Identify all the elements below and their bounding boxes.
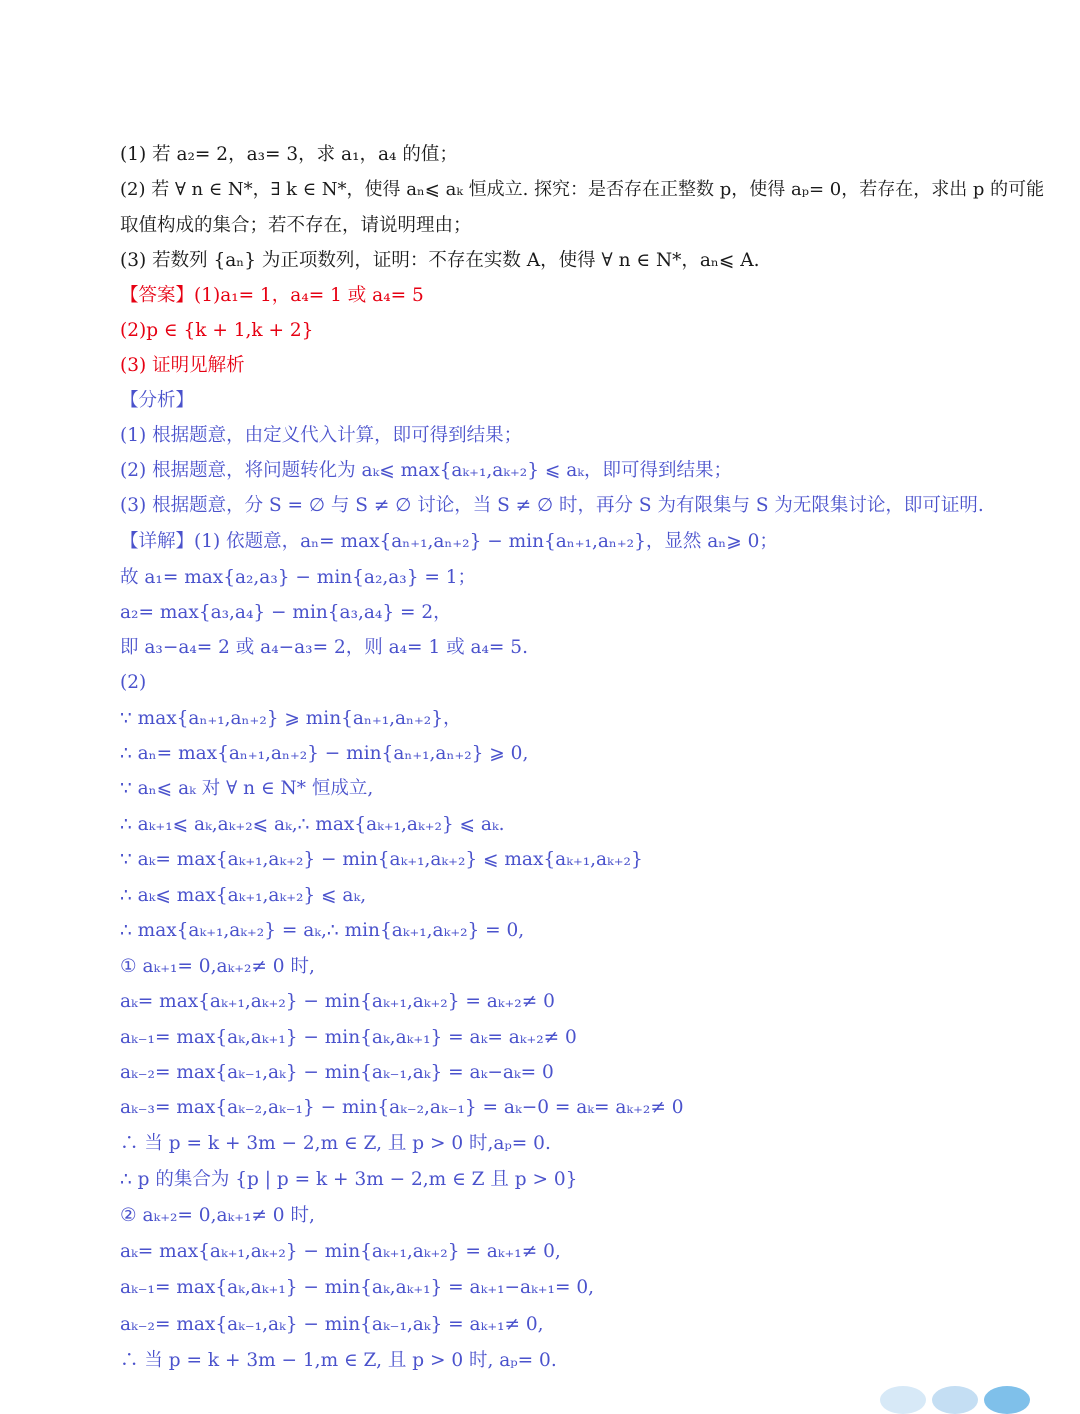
analysis-heading: 【分析】 [120,390,195,411]
answer-line3: (3) 证明见解析 [120,355,245,376]
solution-line: ① aₖ₊₁= 0,aₖ₊₂≠ 0 时, [120,956,315,977]
solution-line: aₖ= max{aₖ₊₁,aₖ₊₂} − min{aₖ₊₁,aₖ₊₂} = aₖ₊₁≠ 0, [120,1241,561,1262]
solution-line: ∵ aₖ= max{aₖ₊₁,aₖ₊₂} − min{aₖ₊₁,aₖ₊₂} ⩽ max{aₖ₊₁,aₖ₊₂} [120,849,643,870]
question-part1: (1) 若 a₂= 2，a₃= 3，求 a₁，a₄ 的值； [120,144,458,165]
solution-line: aₖ₋₃= max{aₖ₋₂,aₖ₋₁} − min{aₖ₋₂,aₖ₋₁} = aₖ−0 = aₖ= aₖ₊₂≠ 0 [120,1097,684,1118]
analysis-line3: (3) 根据题意，分 S = ∅ 与 S ≠ ∅ 讨论，当 S ≠ ∅ 时，再分 S 为有限集与 S 为无限集讨论，即可证明. [120,495,984,516]
corner-decoration [880,1386,926,1414]
question-part2-line1: (2) 若 ∀ n ∈ N*，∃ k ∈ N*，使得 aₙ⩽ aₖ 恒成立. 探究：是否存在正整数 p，使得 aₚ= 0，若存在，求出 p 的可能 [120,179,1045,200]
solution-line: aₖ₋₂= max{aₖ₋₁,aₖ} − min{aₖ₋₁,aₖ} = aₖ₊₁≠ 0, [120,1314,544,1335]
solution-line: aₖ₋₁= max{aₖ,aₖ₊₁} − min{aₖ,aₖ₊₁} = aₖ= aₖ₊₂≠ 0 [120,1027,577,1048]
answer-line1: 【答案】(1)a₁= 1，a₄= 1 或 a₄= 5 [120,285,424,306]
solution-line: ∴ 当 p = k + 3m − 2,m ∈ Z, 且 p > 0 时,aₚ= 0. [120,1133,551,1154]
solution-line: 【详解】(1) 依题意，aₙ= max{aₙ₊₁,aₙ₊₂} − min{aₙ₊₁,aₙ₊₂}，显然 aₙ⩾ 0； [120,531,778,552]
solution-line: ② aₖ₊₂= 0,aₖ₊₁≠ 0 时, [120,1205,315,1226]
solution-line: 即 a₃−a₄= 2 或 a₄−a₃= 2，则 a₄= 1 或 a₄= 5. [120,637,528,658]
solution-line: 故 a₁= max{a₂,a₃} − min{a₂,a₃} = 1； [120,567,477,588]
solution-line: aₖ₋₁= max{aₖ,aₖ₊₁} − min{aₖ,aₖ₊₁} = aₖ₊₁−aₖ₊₁= 0, [120,1277,595,1298]
solution-line: (2) [120,672,147,693]
analysis-line1: (1) 根据题意，由定义代入计算，即可得到结果； [120,425,523,446]
solution-line: ∵ max{aₙ₊₁,aₙ₊₂} ⩾ min{aₙ₊₁,aₙ₊₂}， [120,708,462,729]
question-part3: (3) 若数列 {aₙ} 为正项数列，证明：不存在实数 A，使得 ∀ n ∈ N*，aₙ⩽ A. [120,250,760,271]
analysis-line2: (2) 根据题意，将问题转化为 aₖ⩽ max{aₖ₊₁,aₖ₊₂} ⩽ aₖ，即可得到结果； [120,460,733,481]
solution-line: ∴ 当 p = k + 3m − 1,m ∈ Z, 且 p > 0 时, aₚ= 0. [120,1350,557,1371]
solution-line: ∴ aₙ= max{aₙ₊₁,aₙ₊₂} − min{aₙ₊₁,aₙ₊₂} ⩾ 0, [120,743,529,764]
solution-line: ∵ aₙ⩽ aₖ 对 ∀ n ∈ N* 恒成立, [120,778,374,799]
solution-line: aₖ= max{aₖ₊₁,aₖ₊₂} − min{aₖ₊₁,aₖ₊₂} = aₖ₊₂≠ 0 [120,991,555,1012]
solution-line: ∴ max{aₖ₊₁,aₖ₊₂} = aₖ,∴ min{aₖ₊₁,aₖ₊₂} = 0, [120,920,525,941]
solution-line: ∴ aₖ⩽ max{aₖ₊₁,aₖ₊₂} ⩽ aₖ, [120,885,367,906]
solution-line: ∴ aₖ₊₁⩽ aₖ,aₖ₊₂⩽ aₖ,∴ max{aₖ₊₁,aₖ₊₂} ⩽ aₖ. [120,814,505,835]
corner-decoration [932,1386,978,1414]
solution-line: ∴ p 的集合为 {p | p = k + 3m − 2,m ∈ Z 且 p > 0} [120,1169,578,1190]
solution-line: aₖ₋₂= max{aₖ₋₁,aₖ} − min{aₖ₋₁,aₖ} = aₖ−aₖ= 0 [120,1062,554,1083]
corner-decoration [984,1386,1030,1414]
solution-line: a₂= max{a₃,a₄} − min{a₃,a₄} = 2， [120,602,452,623]
answer-line2: (2)p ∈ {k + 1,k + 2} [120,320,314,341]
question-part2-line2: 取值构成的集合；若不存在，请说明理由； [120,215,472,236]
